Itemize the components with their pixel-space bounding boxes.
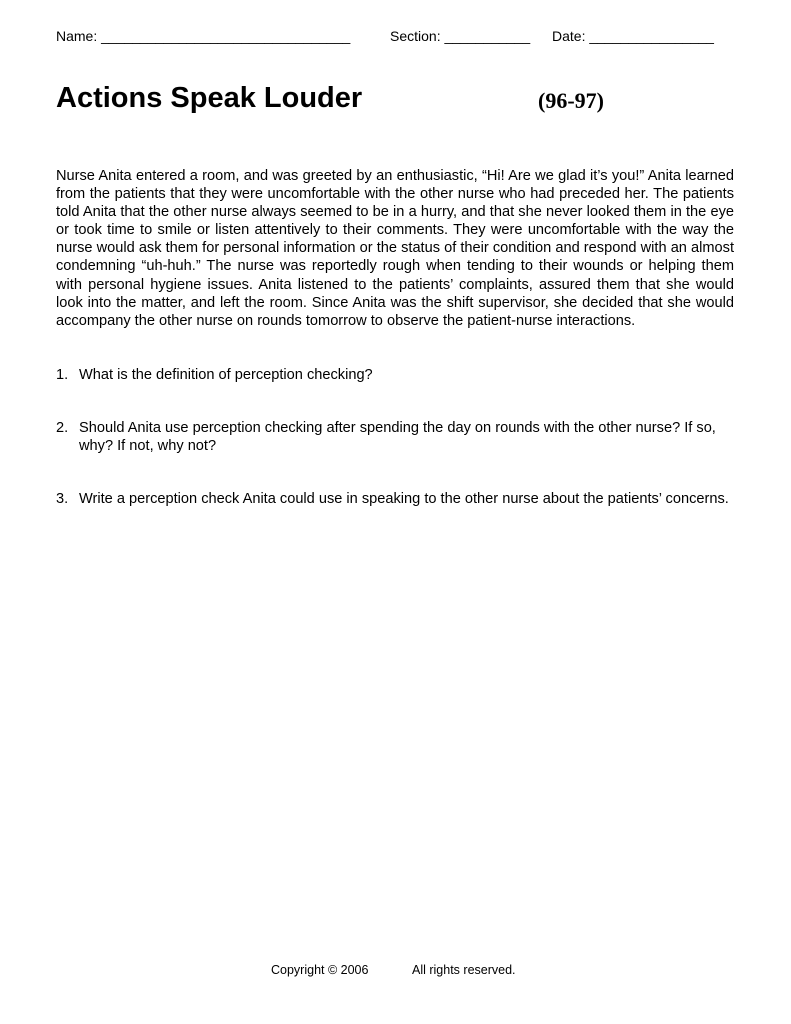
- name-field: Name: ________________________________: [56, 28, 351, 44]
- question-number: 2.: [56, 420, 69, 436]
- question-2: [56, 419, 736, 455]
- question-1: [56, 366, 736, 384]
- scenario-paragraph: Nurse Anita entered a room, and was greeted by an enthusiastic, “Hi! Are we glad it’s you!” Anita learned from the patients that they were uncomfortable with the other nurse who had preceded her. The patients told Anita that the other nurse always seemed to be in a hurry, and that she never looked them in the eye or took time to smile or listen attentively to their comments. They were uncomfortable with the way the nurse would ask them for personal information or the status of their condition and respond with an almost condemning “uh-huh.” The nurse was reportedly rough when tending to their wounds or helping them with personal hygiene issues. Anita listened to the patients’ complaints, assured them that she would look into the matter, and left the room. Since Anita was the shift supervisor, she decided that she would accompany the other nurse on rounds tomorrow to observe the patient-nurse interactions.: [56, 168, 734, 329]
- page-reference: (96-97): [538, 88, 604, 113]
- question-number: 1.: [56, 367, 69, 383]
- question-text: What is the definition of perception checking?: [79, 367, 373, 383]
- page-title: Actions Speak Louder: [56, 82, 363, 114]
- copyright-notice: Copyright © 2006: [271, 963, 369, 977]
- question-text: Should Anita use perception checking after spending the day on rounds with the other nurse? If so, why? If not, why not?: [79, 420, 716, 455]
- rights-notice: All rights reserved.: [412, 963, 516, 977]
- question-number: 3.: [56, 491, 69, 507]
- date-field: Date: ________________: [552, 28, 714, 44]
- question-text: Write a perception check Anita could use in speaking to the other nurse about the patients’ concerns.: [79, 491, 729, 507]
- section-field: Section: ___________: [390, 28, 531, 44]
- question-3: [56, 490, 736, 508]
